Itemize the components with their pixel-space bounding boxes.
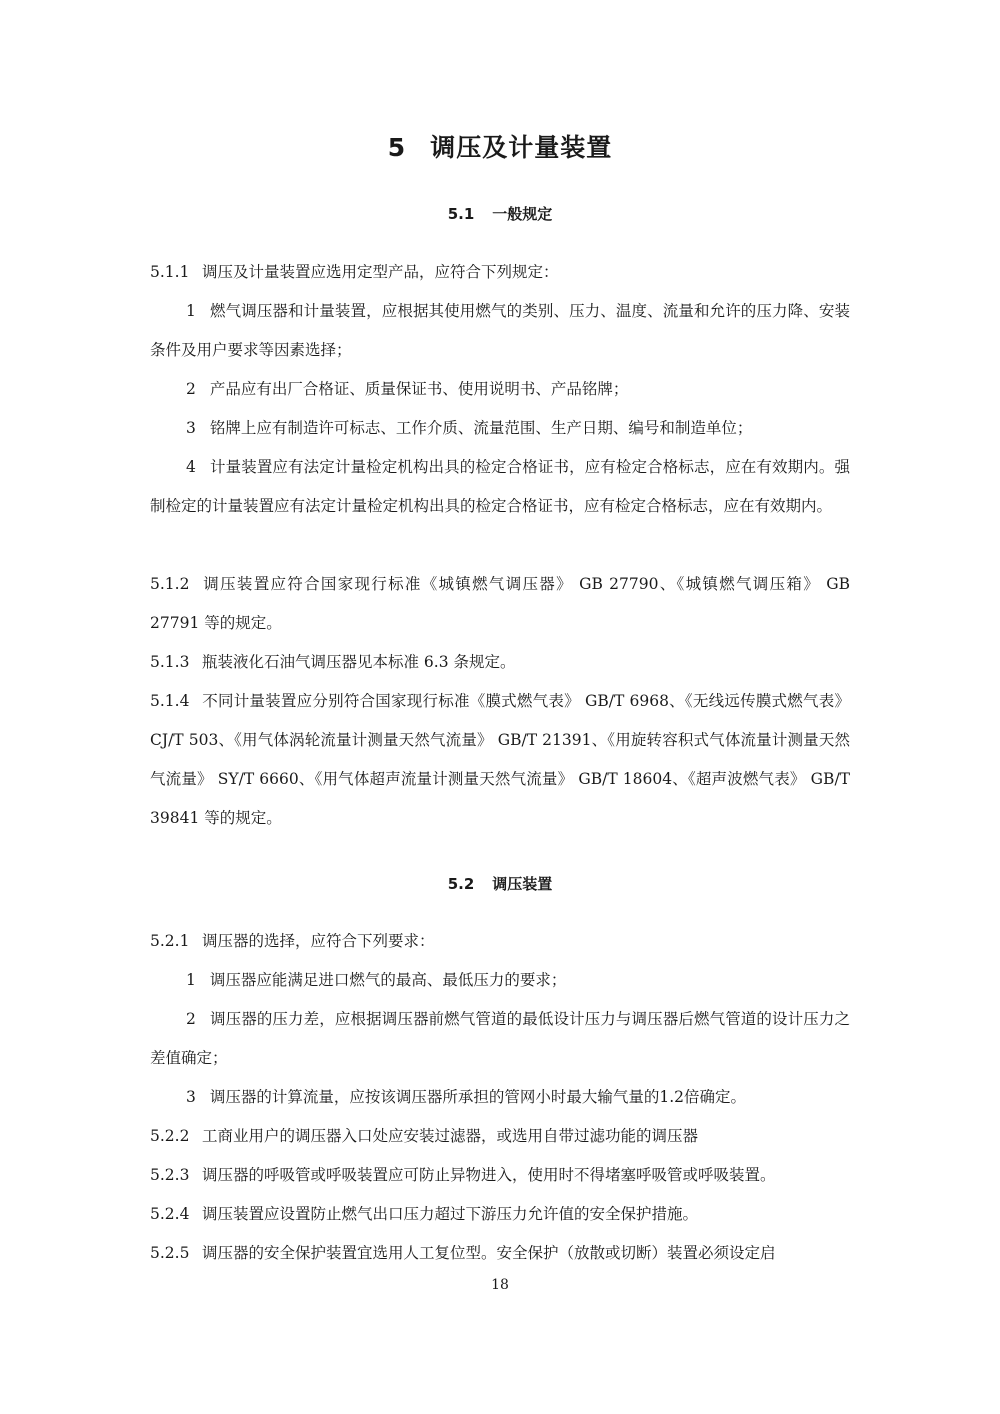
section-title	[0, 203, 1000, 224]
list-item	[150, 370, 850, 409]
clause-text: 调压器的呼吸管或呼吸装置应可防止异物进入，使用时不得堵塞呼吸管或呼吸装置。	[202, 1166, 776, 1184]
section-title	[0, 873, 1000, 894]
clause	[150, 643, 850, 682]
clause-number: 5.2.3	[150, 1166, 190, 1184]
chapter-number: 5	[387, 133, 407, 162]
section-number: 5.2	[447, 875, 475, 893]
chapter-title	[0, 128, 1000, 164]
clause-text: 调压及计量装置应选用定型产品，应符合下列规定：	[202, 263, 559, 281]
clause	[150, 1234, 850, 1273]
item-number: 2	[186, 1010, 196, 1028]
item-text: 燃气调压器和计量装置，应根据其使用燃气的类别、压力、温度、流量和允许的压力降、安装条件及用户要求等因素选择；	[150, 302, 850, 359]
clause-number: 5.1.2	[150, 575, 190, 593]
section-title-text: 调压装置	[492, 875, 553, 893]
item-number: 4	[186, 458, 196, 476]
item-number: 3	[186, 1088, 196, 1106]
list-item	[150, 292, 850, 370]
clause-text: 调压装置应设置防止燃气出口压力超过下游压力允许值的安全保护措施。	[202, 1205, 699, 1223]
item-text: 铭牌上应有制造许可标志、工作介质、流量范围、生产日期、编号和制造单位；	[209, 419, 753, 437]
clause	[150, 1117, 850, 1156]
clause	[150, 922, 850, 961]
item-number: 2	[186, 380, 196, 398]
clause	[150, 253, 850, 292]
item-text: 计量装置应有法定计量检定机构出具的检定合格证书，应有检定合格标志，应在有效期内。强制检定的计量装置应有法定计量检定机构出具的检定合格证书，应有检定合格标志，应在有效期内。	[150, 458, 850, 515]
clause-number: 5.1.1	[150, 263, 190, 281]
clause	[150, 682, 850, 838]
list-item	[150, 1000, 850, 1078]
list-item	[150, 1078, 850, 1117]
item-number: 1	[186, 302, 196, 320]
clause-text: 调压装置应符合国家现行标准《城镇燃气调压器》 GB 27790、《城镇燃气调压箱》 GB 27791 等的规定。	[150, 575, 850, 632]
list-item	[150, 961, 850, 1000]
item-number: 1	[186, 971, 196, 989]
clause-number: 5.2.5	[150, 1244, 190, 1262]
item-text: 调压器的计算流量，应按该调压器所承担的管网小时最大输气量的1.2倍确定。	[209, 1088, 747, 1106]
clause-text: 工商业用户的调压器入口处应安装过滤器，或选用自带过滤功能的调压器	[202, 1127, 699, 1145]
list-item	[150, 409, 850, 448]
clause-number: 5.1.3	[150, 653, 190, 671]
item-number: 3	[186, 419, 196, 437]
clause-text: 不同计量装置应分别符合国家现行标准《膜式燃气表》 GB/T 6968、《无线远传膜式燃气表》CJ/T 503、《用气体涡轮流量计测量天然气流量》 GB/T 21391、《用旋转容积式气体流量计测量天然气流量》 SY/T 6660、《用气体超声流量计测量天然气流量》 GB/T 18604、《超声波燃气表》 GB/T 39841 等的规定。	[150, 692, 850, 827]
clause-text: 瓶装液化石油气调压器见本标准 6.3 条规定。	[202, 653, 516, 671]
clause-number: 5.2.1	[150, 932, 190, 950]
section-number: 5.1	[447, 205, 475, 223]
item-text: 产品应有出厂合格证、质量保证书、使用说明书、产品铭牌；	[209, 380, 629, 398]
clause-text: 调压器的安全保护装置宜选用人工复位型。安全保护（放散或切断）装置必须设定启	[202, 1244, 776, 1262]
clause-number: 5.2.4	[150, 1205, 190, 1223]
clause-number: 5.1.4	[150, 692, 190, 710]
clause	[150, 1195, 850, 1234]
clause-number: 5.2.2	[150, 1127, 190, 1145]
section-title-text: 一般规定	[492, 205, 553, 223]
item-text: 调压器的压力差，应根据调压器前燃气管道的最低设计压力与调压器后燃气管道的设计压力之差值确定；	[150, 1010, 850, 1067]
item-text: 调压器应能满足进口燃气的最高、最低压力的要求；	[209, 971, 567, 989]
clause-text: 调压器的选择，应符合下列要求：	[202, 932, 435, 950]
clause	[150, 565, 850, 643]
list-item	[150, 448, 850, 526]
page-number: 18	[491, 1277, 509, 1293]
chapter-title-text: 调压及计量装置	[430, 133, 613, 162]
clause	[150, 1156, 850, 1195]
